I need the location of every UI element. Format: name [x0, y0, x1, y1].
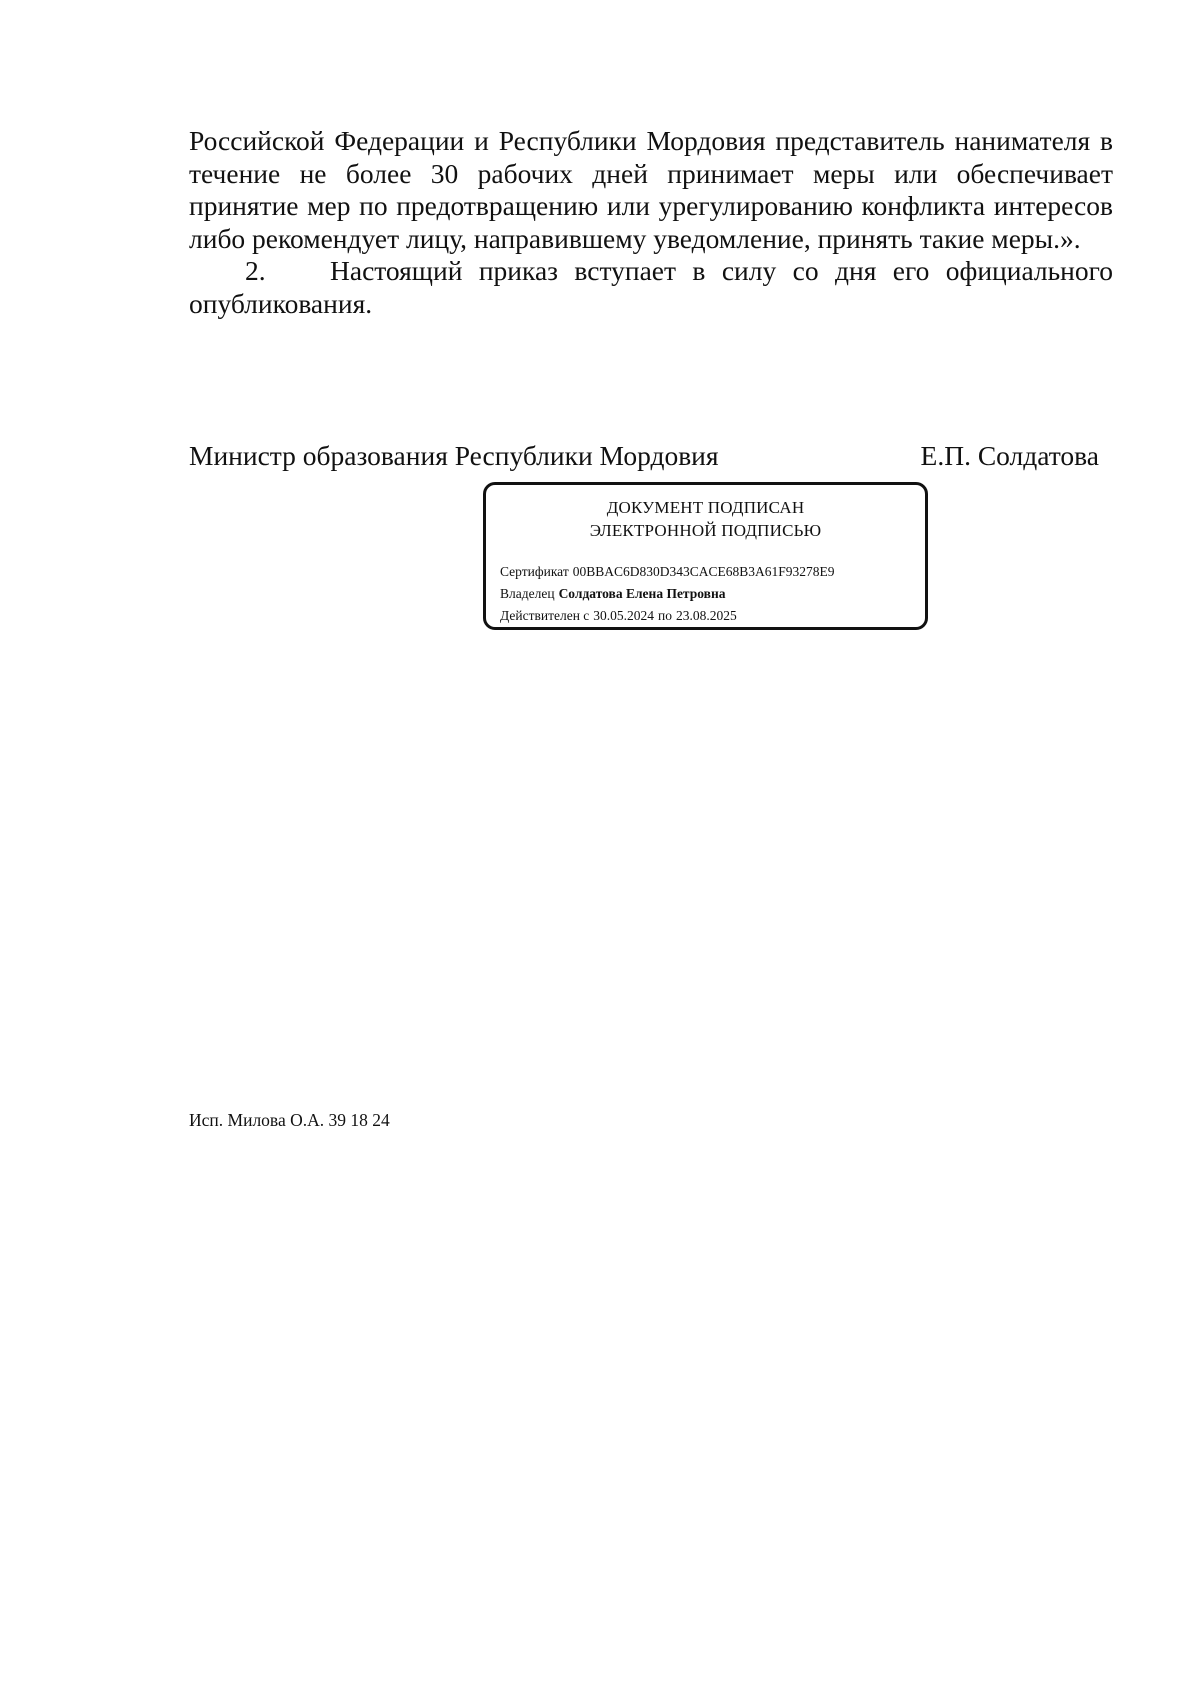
signatory-title: Министр образования Республики Мордовия — [189, 440, 719, 471]
owner-value: Солдатова Елена Петровна — [558, 586, 726, 601]
stamp-title-line-1: ДОКУМЕНТ ПОДПИСАН — [606, 498, 805, 517]
valid-to-label: по — [658, 608, 673, 623]
valid-to-date: 23.08.2025 — [676, 608, 737, 623]
electronic-signature-stamp — [483, 482, 928, 630]
certificate-value: 00BBAC6D830D343CACE68B3A61F93278E9 — [572, 564, 835, 579]
owner-label: Владелец — [500, 586, 555, 601]
paragraph-item-2 — [189, 255, 1113, 320]
item-number: 2. — [245, 255, 266, 286]
stamp-title-line-2: ЭЛЕКТРОННОЙ ПОДПИСЬЮ — [589, 521, 822, 540]
valid-from-label: Действителен с — [500, 608, 590, 623]
stamp-certificate-row — [500, 563, 835, 581]
signatory-name: Е.П. Солдатова — [920, 440, 1099, 471]
valid-from-date: 30.05.2024 — [593, 608, 655, 623]
stamp-validity-row — [500, 607, 737, 625]
executor-info: Исп. Милова О.А. 39 18 24 — [189, 1110, 390, 1130]
paragraph-continuation: Российской Федерации и Республики Мордовия представитель нанимателя в течение не более 30 рабочих дней принимает меры или обеспечивает принятие мер по предотвращению или урегулированию конфликта интересов либо рекомендует лицу, направившему уведомление, принять такие меры.». — [189, 125, 1113, 254]
stamp-owner-row — [500, 585, 725, 603]
item-text: Настоящий приказ вступает в силу со дня его официального опубликования. — [189, 255, 1113, 319]
certificate-label: Сертификат — [500, 564, 569, 579]
